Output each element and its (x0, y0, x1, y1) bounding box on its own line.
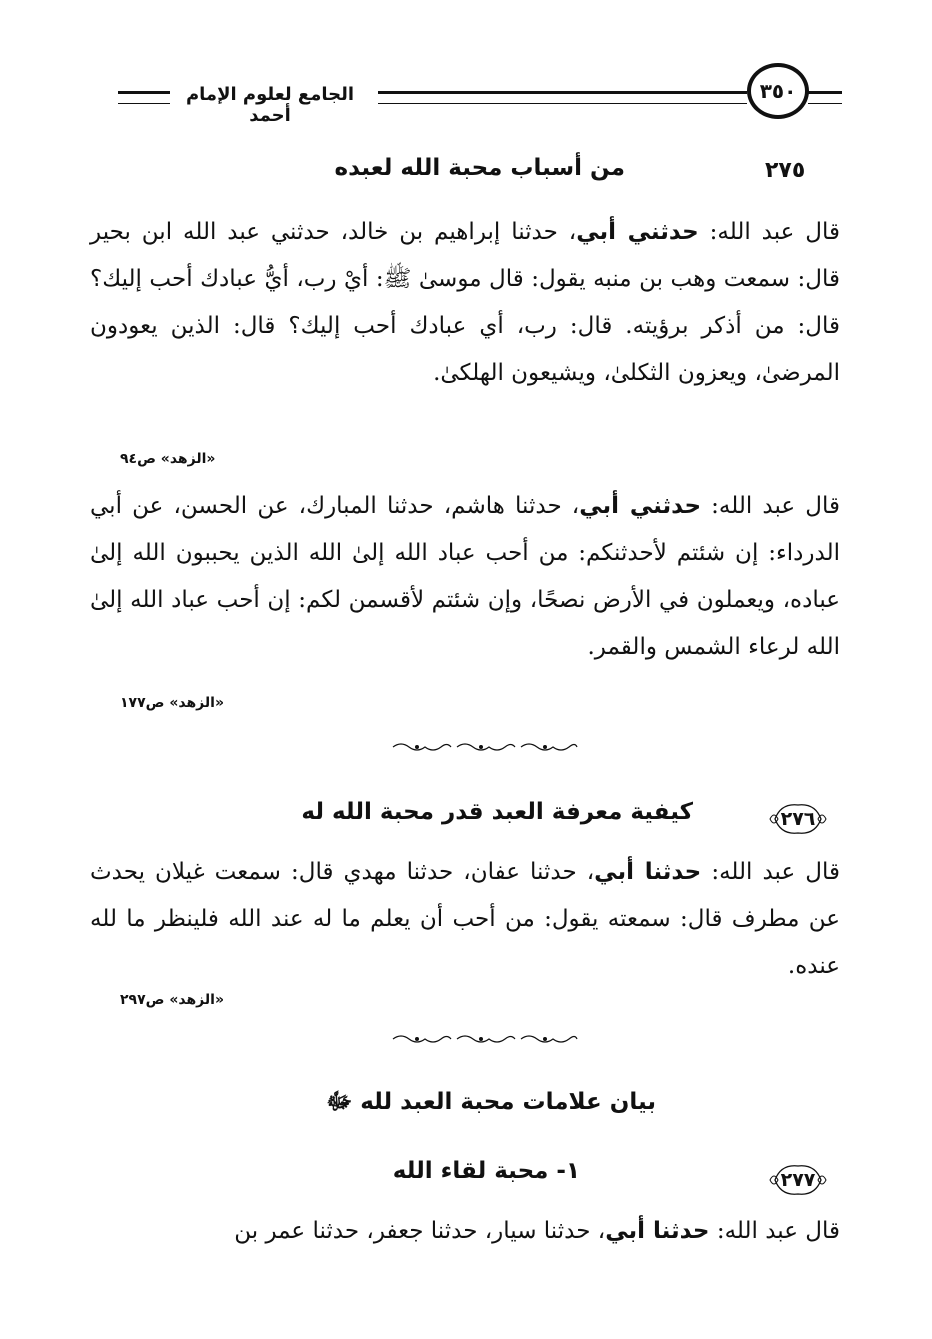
section-title: ١- محبة لقاء الله (392, 1158, 580, 1184)
ornamental-divider (391, 1032, 579, 1046)
paragraph: قال عبد الله: حدثنا أبي، حدثنا سيار، حدثنا جعفر، حدثنا عمر بن (234, 1218, 840, 1244)
ornamental-divider (391, 740, 579, 754)
header-rule-middle (378, 91, 747, 104)
section-number-badge: ٢٧٦ (767, 799, 829, 839)
running-title: الجامع لعلوم الإمام أحمد (185, 84, 355, 126)
chapter-subheading: بيان علامات محبة العبد لله ﷻ (326, 1089, 656, 1115)
paragraph: قال عبد الله: حدثني أبي، حدثنا هاشم، حدثنا المبارك، عن الحسن، عن أبي الدرداء: إن شئتم لأحدثنكم: من أحب عباد الله إلىٰ الله الذين يحببون الله إلىٰ عباده، ويعملون في الأرض نصحًا، وإن شئتم لأقسمن لكم: إن أحب عباد الله إلىٰ الله لرعاء الشمس والقمر. (90, 493, 840, 660)
reference: «الزهد» ص٢٩٧ (120, 992, 224, 1008)
section-number: ٢٧٥ (765, 158, 806, 183)
section-title: من أسباب محبة الله لعبده (334, 155, 625, 181)
header-rule-left (118, 91, 170, 104)
reference: «الزهد» ص١٧٧ (120, 695, 224, 711)
page-number-oval (747, 63, 809, 119)
paragraph: قال عبد الله: حدثني أبي، حدثنا إبراهيم بن خالد، حدثني عبد الله ابن بحير قال: سمعت وهب بن منبه يقول: قال موسىٰ ﷺ: أيْ رب، أيُّ عبادك أحب إليك؟ قال: من أذكر برؤيته. قال: رب، أي عبادك أحب إليك؟ قال: الذين يعودون المرضىٰ، ويعزون الثكلىٰ، ويشيعون الهلكىٰ. (90, 219, 841, 386)
paragraph: قال عبد الله: حدثنا أبي، حدثنا عفان، حدثنا مهدي قال: سمعت غيلان يحدث عن مطرف قال: سمعته يقول: من أحب أن يعلم ما له عند الله فلينظر ما لله عنده. (90, 859, 840, 979)
reference: «الزهد» ص٩٤ (120, 451, 216, 467)
section-number-badge: ٢٧٧ (767, 1160, 829, 1200)
section-title: كيفية معرفة العبد قدر محبة الله له (301, 799, 693, 825)
page-number: ٣٥٠ (759, 79, 797, 103)
header-rule-right (808, 91, 842, 104)
